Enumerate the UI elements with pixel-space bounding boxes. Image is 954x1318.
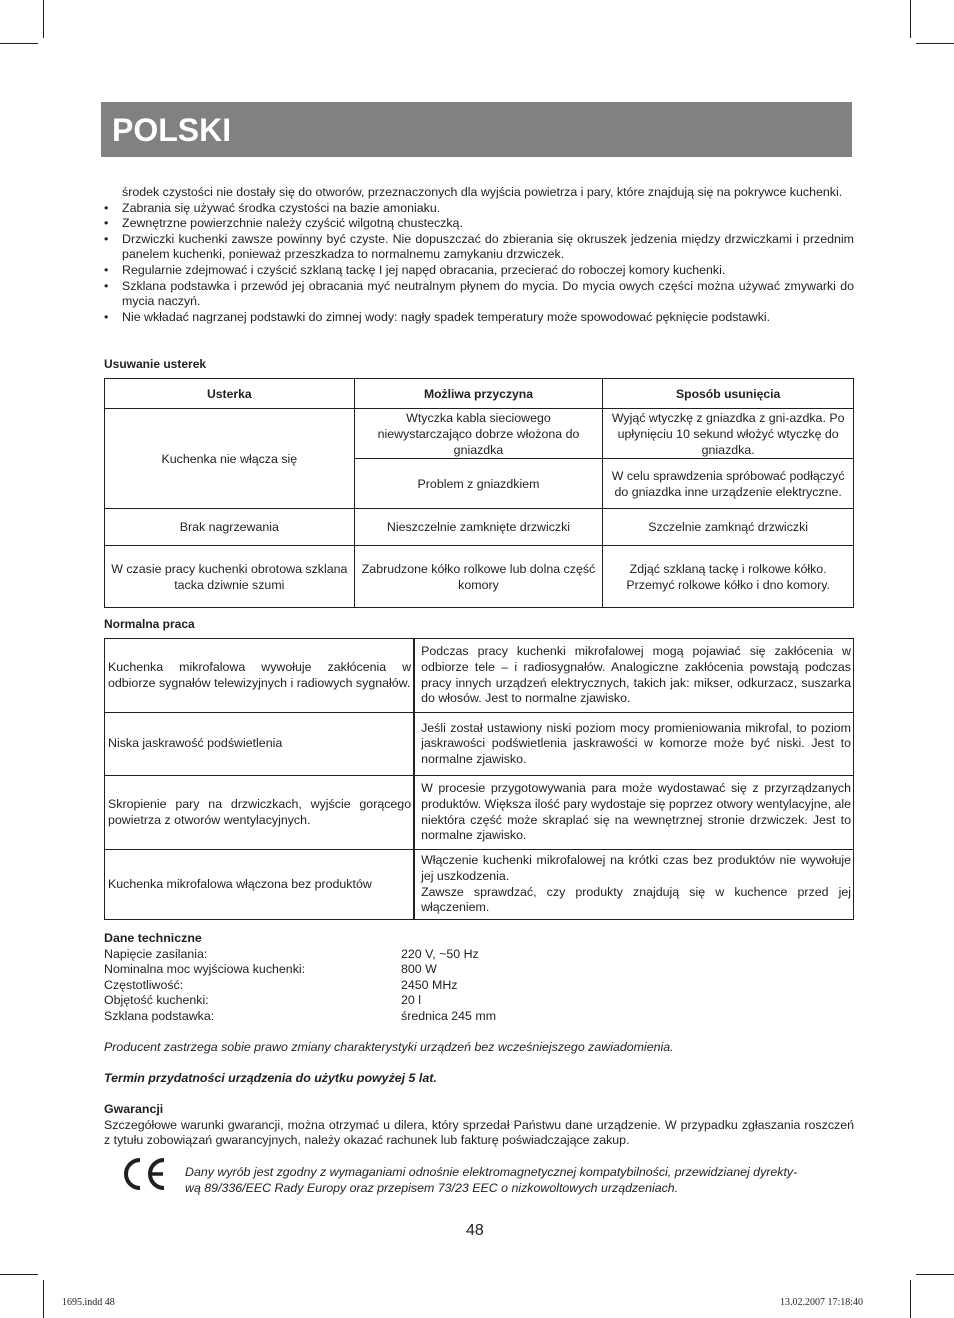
- page-number: 48: [466, 1222, 484, 1239]
- table-header-row: [105, 379, 854, 409]
- tech-title: Dane techniczne: [104, 931, 202, 945]
- timestamp-slug: 13.02.2007 17:18:40: [780, 1297, 864, 1308]
- spec-label: Szklana podstawka:: [104, 1008, 215, 1023]
- table-row: [105, 639, 854, 713]
- cause-cell: Problem z gniazdkiem: [354, 459, 603, 509]
- bullet-icon: •: [104, 278, 109, 293]
- crop-mark: [916, 43, 954, 44]
- table-row: [105, 546, 854, 608]
- spec-value: średnica 245 mm: [401, 1008, 497, 1023]
- spec-label: Nominalna moc wyjściowa kuchenki:: [104, 962, 306, 976]
- table-row: [105, 776, 854, 850]
- intro-continuation: środek czystości nie dostały się do otworów, przeznaczonych dla wyjścia powietrza i pary, które znajdują się na pokrywce kuchenki.: [122, 185, 843, 199]
- column-header: Możliwa przyczyna: [354, 379, 603, 409]
- explanation-cell: W procesie przygotowywania para może wydostawać się z przyrządzanych produktów. Większa ilość pary wydostaje się poprzez otwory wentylacyjne, ale niektóra część może skraplać się na wewnętrznej stronie drzwiczek. Jest to normalne zjawisko.: [414, 776, 853, 850]
- troubleshooting-title: Usuwanie usterek: [104, 357, 207, 371]
- fault-cell: Kuchenka nie włącza się: [105, 409, 355, 509]
- symptom-cell: Skropienie pary na drzwiczkach, wyjście gorącego powietrza z otworów wentylacyjnych.: [105, 776, 415, 850]
- symptom-cell: Niska jaskrawość podświetlenia: [105, 713, 415, 776]
- explanation-line: Włączenie kuchenki mikrofalowej na krótki czas bez produktów nie wywołuje jej uszkodzenia.: [421, 853, 851, 883]
- spec-label: Objętość kuchenki:: [104, 993, 209, 1007]
- explanation-cell: Jeśli został ustawiony niski poziom mocy promieniowania mikrofal, to poziom jaskrawości podświetlenia jaskrawości w komorze może być niski. Jest to normalne zjawisko.: [414, 713, 853, 776]
- remedy-cell: Szczelnie zamknąć drzwiczki: [603, 509, 854, 546]
- crop-mark: [43, 1280, 44, 1318]
- crop-mark: [0, 43, 38, 44]
- spec-value: 20 l: [401, 993, 421, 1007]
- spec-value: 2450 MHz: [401, 977, 458, 992]
- ce-mark-icon: [120, 1156, 170, 1192]
- crop-mark: [910, 0, 911, 38]
- list-item: • Drzwiczki kuchenki zawsze powinny być czyste. Nie dopuszczać do zbierania się okruszek jedzenia między drzwiczkami i przednim panelem kuchenki, ponieważ przeszkadza to normalnemu zamykaniu drzwiczek.: [104, 231, 854, 262]
- explanation-line: Zawsze sprawdzać, czy produkty znajdują się w kuchence przed jej włączeniem.: [421, 884, 851, 915]
- bullet-icon: •: [104, 216, 109, 231]
- warranty-section: [104, 1102, 854, 1149]
- bullet-icon: •: [104, 262, 109, 277]
- technical-data: [104, 931, 704, 1024]
- spec-label: Częstotliwość:: [104, 977, 184, 992]
- list-item: • Regularnie zdejmować i czyścić szklaną tackę I jej napęd obracania, przecierać do roboczej komory kuchenki.: [104, 262, 726, 277]
- normal-operation-title: Normalna praca: [104, 617, 195, 631]
- page-title: POLSKI: [112, 112, 232, 148]
- bullet-icon: •: [104, 309, 109, 324]
- producer-note: Producent zastrzega sobie prawo zmiany charakterystyki urządzeń bez wcześniejszego zawiadomienia.: [104, 1040, 674, 1054]
- spec-value: 800 W: [401, 962, 437, 976]
- conformity-line: Dany wyrób jest zgodny z wymaganiami odnośnie elektromagnetycznej kompatybilności, przewidzianej dyrekty-: [185, 1165, 798, 1179]
- warranty-title: Gwarancji: [104, 1102, 164, 1116]
- spec-row: [104, 1009, 704, 1025]
- lifetime-note: Termin przydatności urządzenia do użytku powyżej 5 lat.: [104, 1071, 437, 1085]
- list-item: • Zabrania się używać środka czystości na bazie amoniaku.: [104, 200, 441, 215]
- column-header: Sposób usunięcia: [603, 379, 854, 409]
- fault-cell: W czasie pracy kuchenki obrotowa szklana tacka dziwnie szumi: [105, 546, 355, 608]
- remedy-cell: Wyjąć wtyczkę z gniazdka z gni-azdka. Po upłynięciu 10 sekund włożyć wtyczkę do gniazdka.: [603, 409, 854, 459]
- troubleshooting-table: [104, 378, 854, 608]
- crop-mark: [43, 0, 44, 38]
- table-row: [105, 850, 854, 920]
- symptom-cell: Kuchenka mikrofalowa wywołuje zakłócenia w odbiorze sygnałów telewizyjnych i radiowych sygnałów.: [105, 639, 415, 713]
- cause-cell: Zabrudzone kółko rolkowe lub dolna część komory: [354, 546, 603, 608]
- warranty-text: Szczegółowe warunki gwarancji, można otrzymać u dilera, który sprzedał Państwu dane urządzenie. W przypadku zgłaszania roszczeń z tytułu zobowiązań gwarancyjnych, należy okazać rachunek lub fakturę poświadczające zakup.: [104, 1117, 854, 1148]
- explanation-cell: Podczas pracy kuchenki mikrofalowej mogą pojawiać się zakłócenia w odbiorze tele – i radiosygnałów. Analogiczne zakłócenia powstają podczas pracy innych urządzeń elektrycznych, takich jak: mikser, odkurzacz, suszarka do włosów. Jest to normalne zjawisko.: [414, 639, 853, 713]
- fault-cell: Brak nagrzewania: [105, 509, 355, 546]
- normal-operation-table: [104, 638, 854, 920]
- table-row: [105, 509, 854, 546]
- spec-value: 220 V, ~50 Hz: [401, 946, 479, 961]
- explanation-cell: [414, 850, 853, 920]
- cause-cell: Wtyczka kabla sieciowego niewystarczająco dobrze włożona do gniazdka: [354, 409, 603, 459]
- list-item: • Szklana podstawka i przewód jej obracania myć neutralnym płynem do mycia. Do mycia owych części można używać zmywarki do mycia naczyń.: [104, 278, 854, 309]
- spec-row: [104, 947, 704, 963]
- column-header: Usterka: [105, 379, 355, 409]
- symptom-cell: Kuchenka mikrofalowa włączona bez produktów: [105, 850, 415, 920]
- bullet-icon: •: [104, 200, 109, 215]
- list-item: • Zewnętrzne powierzchnie należy czyścić wilgotną chusteczką.: [104, 216, 463, 231]
- crop-mark: [916, 1274, 954, 1275]
- table-row: [105, 409, 854, 459]
- file-slug: 1695.indd 48: [62, 1297, 115, 1308]
- remedy-cell: Zdjąć szklaną tackę i rolkowe kółko. Przemyć rolkowe kółko i dno komory.: [603, 546, 854, 608]
- cause-cell: Nieszczelnie zamknięte drzwiczki: [354, 509, 603, 546]
- conformity-statement: [185, 1165, 850, 1196]
- crop-mark: [910, 1280, 911, 1318]
- spec-label: Napięcie zasilania:: [104, 946, 208, 961]
- crop-mark: [0, 1274, 38, 1275]
- bullet-icon: •: [104, 231, 109, 246]
- language-header: [101, 102, 852, 157]
- table-row: [105, 713, 854, 776]
- remedy-cell: W celu sprawdzenia spróbować podłączyć do gniazdka inne urządzenie elektryczne.: [603, 459, 854, 509]
- spec-row: [104, 962, 704, 978]
- spec-row: [104, 993, 704, 1009]
- spec-row: [104, 978, 704, 994]
- list-item: • Nie wkładać nagrzanej podstawki do zimnej wody: nagły spadek temperatury może spowodować pęknięcie podstawki.: [104, 309, 771, 324]
- conformity-line: wą 89/336/EEC Rady Europy oraz przepisem 73/23 EEC o nizkowoltowych urządzeniach.: [185, 1180, 679, 1195]
- cleaning-instructions: [104, 185, 854, 325]
- cleaning-bullet-list: [104, 201, 854, 326]
